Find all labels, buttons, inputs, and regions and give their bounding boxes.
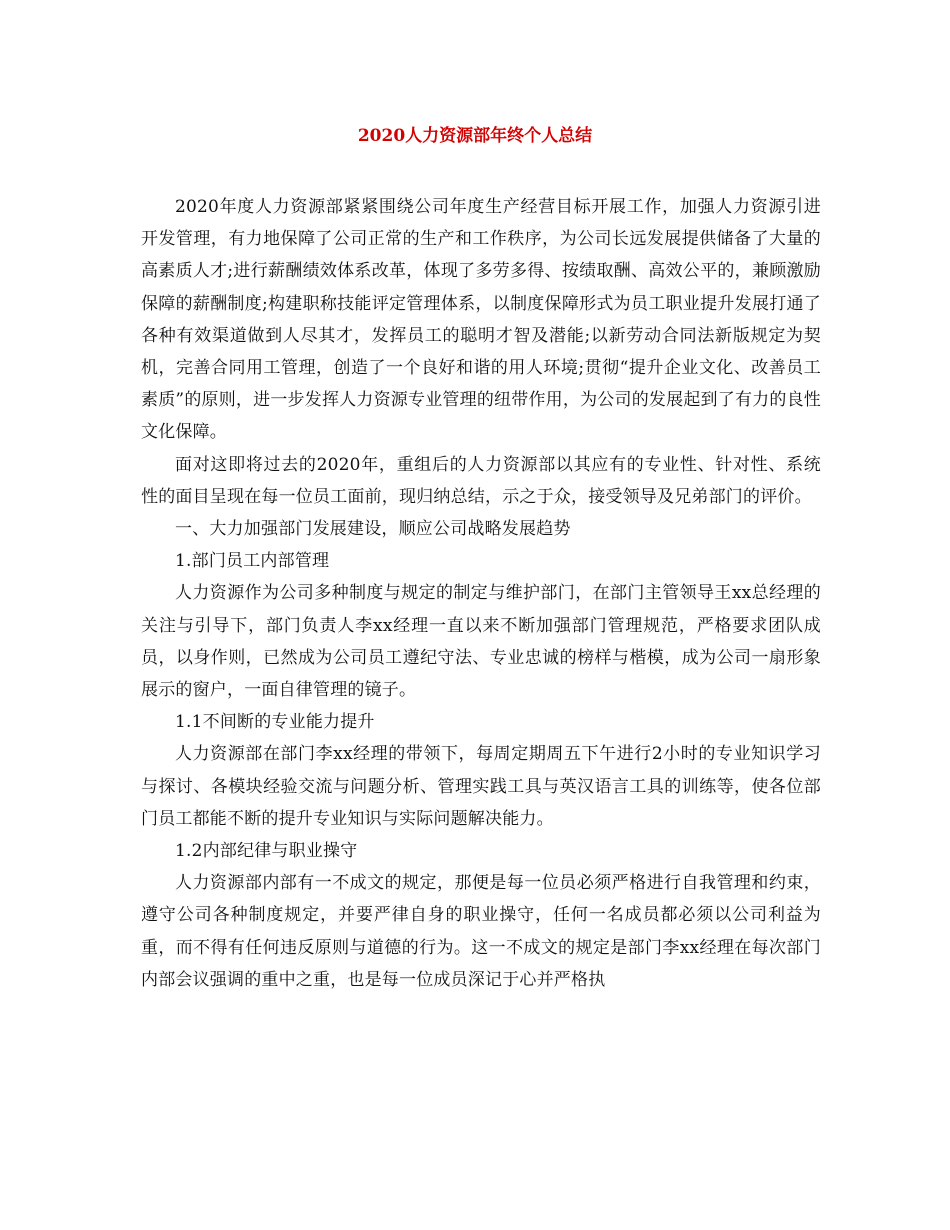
body-paragraph: 人力资源部在部门李xx经理的带领下，每周定期周五下午进行2小时的专业知识学习与探讨、各模块经验交流与问题分析、管理实践工具与英汉语言工具的训练等，使各位部门员工都能不断的提升专业知识与实际问题解决能力。 <box>141 744 821 829</box>
body-paragraph: 人力资源部内部有一不成文的规定，那便是每一位员必须严格进行自我管理和约束，遵守公司各种制度规定，并要严律自身的职业操守，任何一名成员都必须以公司利益为重，而不得有任何违反原则与道德的行为。这一不成文的规定是部门李xx经理在每次部门内部会议强调的重中之重，也是每一位成员深记于心并严格执 <box>141 873 821 990</box>
body-paragraph: 人力资源作为公司多种制度与规定的制定与维护部门，在部门主管领导王xx总经理的关注与引导下，部门负责人李xx经理一直以来不断加强部门管理规范，严格要求团队成员，以身作则，已然成为公司员工遵纪守法、专业忠诚的榜样与楷模，成为公司一扇形象展示的窗户，一面自律管理的镜子。 <box>141 583 821 701</box>
section-heading: 一、大力加强部门发展建设，顺应公司战略发展趋势 <box>175 519 571 540</box>
subsection-heading: 1.1不间断的专业能力提升 <box>175 712 375 733</box>
intro-paragraph: 2020年度人力资源部紧紧围绕公司年度生产经营目标开展工作，加强人力资源引进开发管理，有力地保障了公司正常的生产和工作秩序，为公司长远发展提供储备了大量的高素质人才;进行薪酬绩效体系改革，体现了多劳多得、按绩取酬、高效公平的，兼顾激励保障的薪酬制度;构建职称技能评定管理体系，以制度保障形式为员工职业提升发展打通了各种有效渠道做到人尽其才，发挥员工的聪明才智及潜能;以新劳动合同法新版规定为契机，完善合同用工管理，创造了一个良好和谐的用人环境;贯彻“提升企业文化、改善员工素质”的原则，进一步发挥人力资源专业管理的纽带作用，为公司的发展起到了有力的良性文化保障。 <box>141 197 821 443</box>
summary-paragraph: 面对这即将过去的2020年，重组后的人力资源部以其应有的专业性、针对性、系统性的面目呈现在每一位员工面前，现归纳总结，示之于众，接受领导及兄弟部门的评价。 <box>141 454 821 507</box>
subsection-heading: 1.部门员工内部管理 <box>175 551 330 572</box>
document-title: 2020人力资源部年终个人总结 <box>357 126 593 146</box>
document-body <box>141 191 821 996</box>
subsection-heading: 1.2内部纪律与职业操守 <box>175 841 358 862</box>
